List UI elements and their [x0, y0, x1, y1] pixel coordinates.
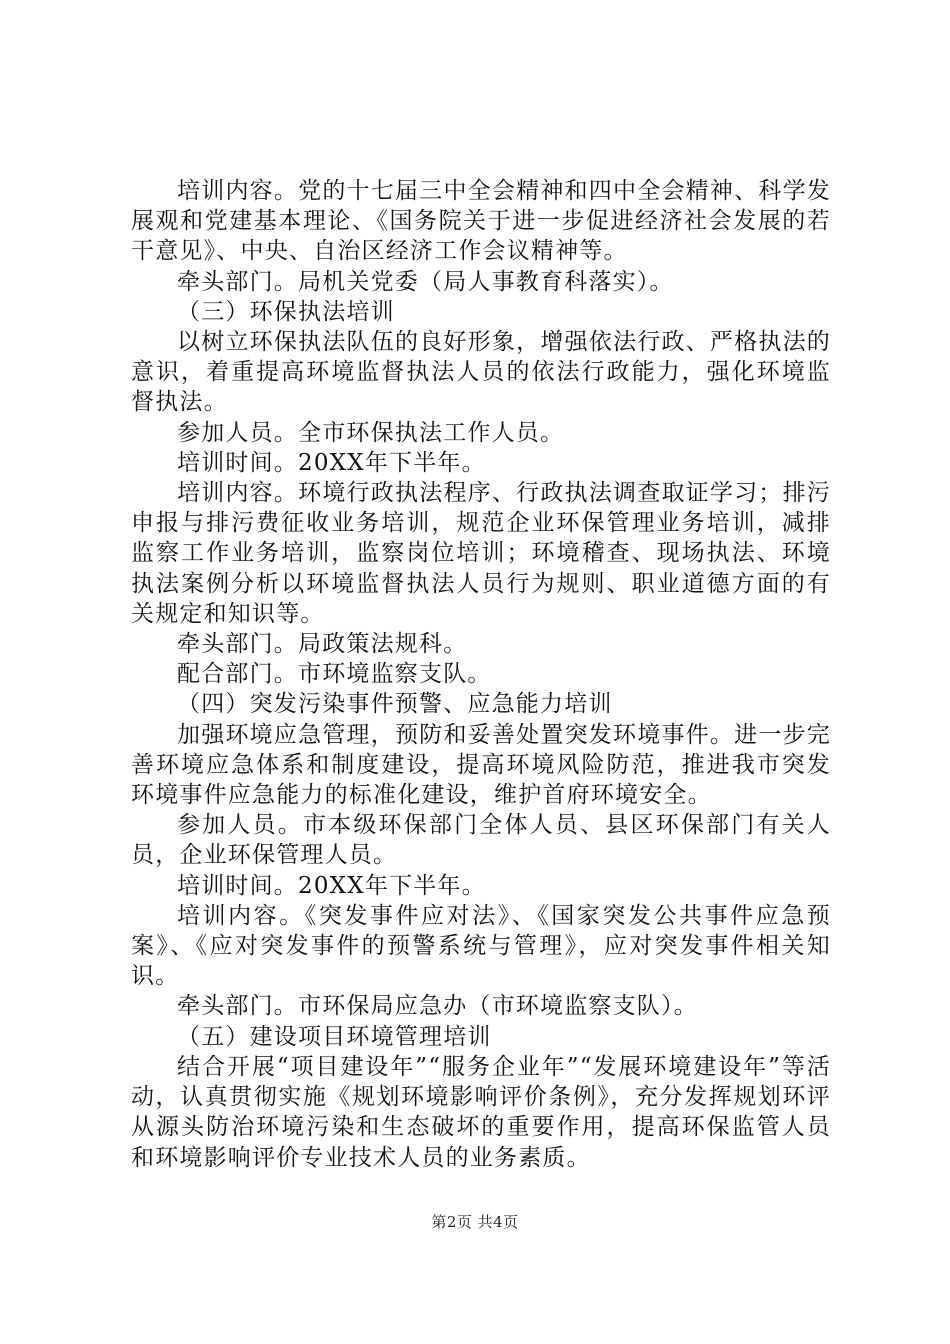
- paragraph-participants-enforcement: 参加人员。全市环保执法工作人员。: [177, 419, 565, 446]
- paragraph-training-content-emergency: 培训内容。《突发事件应对法》、《国家突发公共事件应急预案》、《应对突发事件的预警系统与管理》，应对突发事件相关知识。: [131, 902, 831, 990]
- paragraph-emergency-goal: 加强环境应急管理，预防和妥善处置突发环境事件。进一步完善环境应急体系和制度建设，提高环境风险防范，推进我市突发环境事件应急能力的标准化建设，维护首府环境安全。: [131, 721, 831, 809]
- section-heading-5: （五）建设项目环境管理培训: [177, 1023, 492, 1050]
- paragraph-time-emergency: 培训时间。20XX年下半年。: [177, 872, 486, 899]
- paragraph-enforcement-goal: 以树立环保执法队伍的良好形象，增强依法行政、严格执法的意识，着重提高环境监督执法人员的依法行政能力，强化环境监督执法。: [131, 329, 831, 416]
- paragraph-lead-dept-party: 牵头部门。局机关党委（局人事教育科落实）。: [177, 268, 674, 295]
- page-number-footer: 第2页 共4页: [431, 1213, 519, 1231]
- paragraph-lead-dept-emergency: 牵头部门。市环保局应急办（市环境监察支队）。: [177, 993, 698, 1020]
- paragraph-project-management-goal: 结合开展“项目建设年”“服务企业年”“发展环境建设年”等活动，认真贯彻实施《规划环境影响评价条例》，充分发挥规划环评从源头防治环境污染和生态破坏的重要作用，提高环保监管人员和环境影响评价专业技术人员的业务素质。: [131, 1053, 831, 1171]
- paragraph-training-content-party: 培训内容。党的十七届三中全会精神和四中全会精神、科学发展观和党建基本理论、《国务院关于进一步促进经济社会发展的若干意见》、中央、自治区经济工作会议精神等。: [131, 178, 831, 265]
- paragraph-training-content-enforcement: 培训内容。环境行政执法程序、行政执法调查取证学习；排污申报与排污费征收业务培训，规范企业环保管理业务培训，减排监察工作业务培训，监察岗位培训；环境稽查、现场执法、环境执法案例分析以环境监督执法人员行为规则、职业道德方面的有关规定和知识等。: [131, 480, 831, 627]
- section-heading-3: （三）环保执法培训: [177, 298, 395, 325]
- paragraph-lead-dept-enforcement: 牵头部门。局政策法规科。: [177, 631, 468, 658]
- paragraph-time-enforcement: 培训时间。20XX年下半年。: [177, 449, 486, 476]
- section-heading-4: （四）突发污染事件预警、应急能力培训: [177, 691, 613, 718]
- paragraph-support-dept-enforcement: 配合部门。市环境监察支队。: [177, 661, 492, 688]
- paragraph-participants-emergency: 参加人员。市本级环保部门全体人员、县区环保部门有关人员，企业环保管理人员。: [131, 812, 831, 869]
- document-body: [131, 176, 831, 1173]
